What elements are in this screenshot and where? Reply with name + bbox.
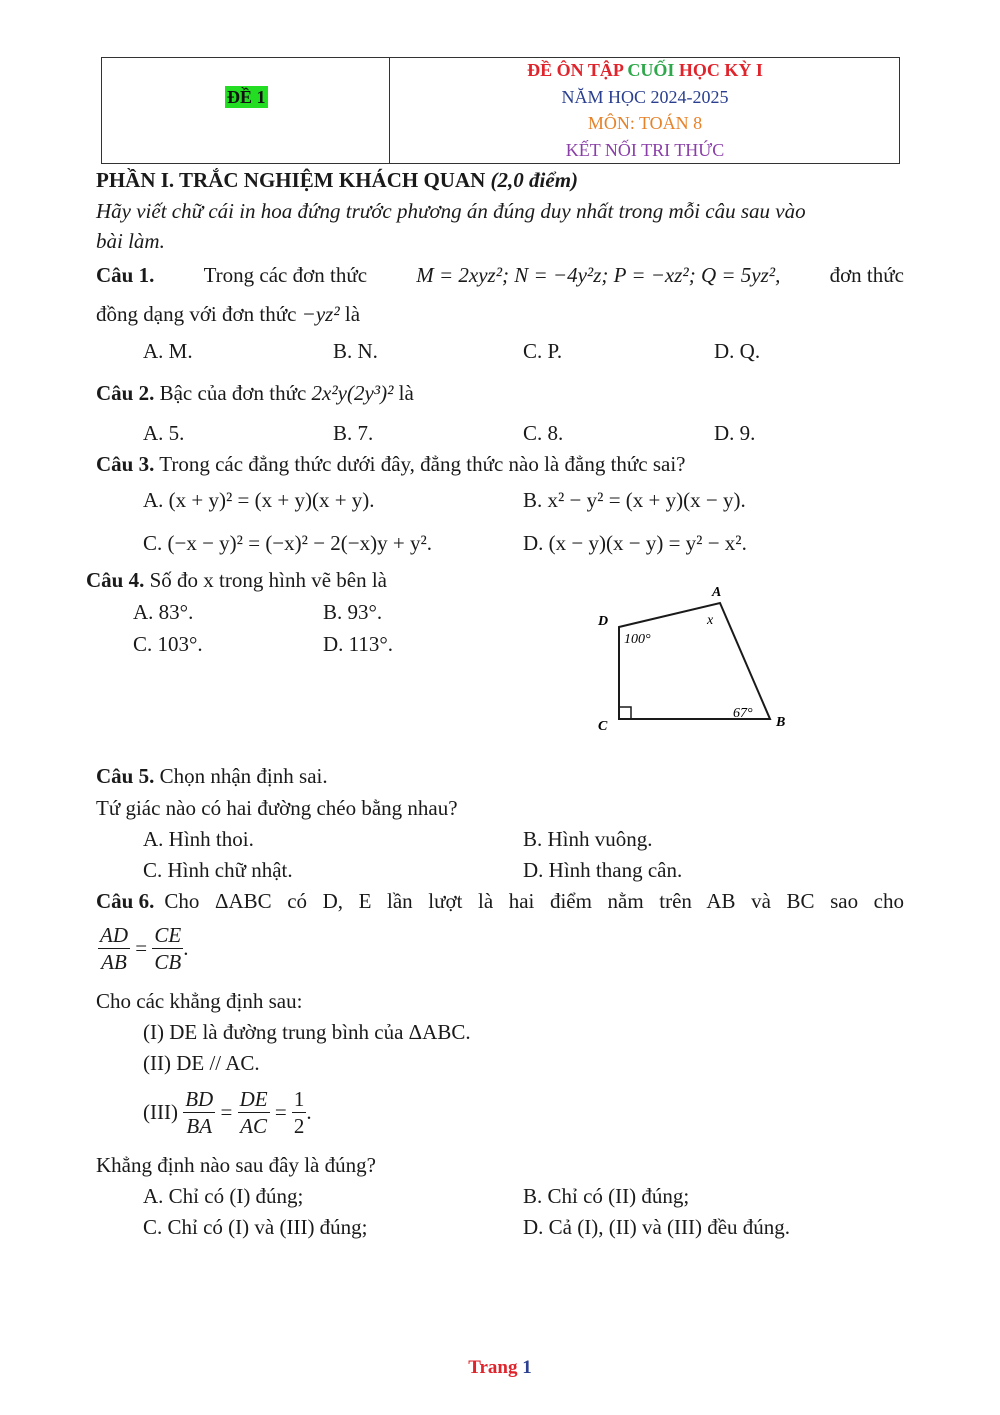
q6-label: Câu 6. bbox=[96, 889, 155, 913]
title-part2: CUỐI bbox=[627, 60, 675, 80]
book-series: KẾT NỐI TRI THỨC bbox=[565, 140, 725, 160]
vertex-b: B bbox=[776, 715, 786, 730]
q6-c3-frac1-den: BA bbox=[186, 1114, 213, 1138]
equals-sign: = bbox=[274, 1100, 287, 1124]
q6-c3-frac3-num: 1 bbox=[293, 1087, 305, 1111]
q6-frac2-num: CE bbox=[154, 923, 182, 947]
period: . bbox=[306, 1100, 312, 1124]
q4-option-d: D. 113°. bbox=[323, 632, 394, 656]
q6-claim3 bbox=[143, 1086, 312, 1139]
page-footer bbox=[0, 1357, 1000, 1379]
q2-option-d: D. 9. bbox=[714, 421, 756, 445]
subject: MÔN: TOÁN 8 bbox=[587, 113, 703, 133]
q6-text: Cho ΔABC có D, E lần lượt là hai điểm nằm trên AB và BC sao cho bbox=[164, 889, 904, 913]
q3-option-a: A. (x + y)² = (x + y)(x + y). bbox=[143, 488, 375, 512]
q2-end: là bbox=[398, 381, 414, 405]
q6-ratio bbox=[98, 922, 188, 975]
q6-line bbox=[96, 889, 904, 914]
section-title-text: PHẦN I. TRẮC NGHIỆM KHÁCH QUAN bbox=[96, 168, 486, 192]
q6-question: Khẳng định nào sau đây là đúng? bbox=[96, 1153, 376, 1177]
q6-c3-frac3-den: 2 bbox=[293, 1114, 305, 1138]
instruction-line2: bài làm. bbox=[96, 229, 165, 253]
vertex-a: A bbox=[712, 585, 722, 600]
quadrilateral-shape bbox=[619, 603, 770, 719]
q1-line2-end: là bbox=[344, 302, 361, 326]
equals-sign: = bbox=[220, 1100, 233, 1124]
q1-line1 bbox=[96, 263, 904, 288]
q2-option-a: A. 5. bbox=[143, 421, 185, 445]
page-number: 1 bbox=[522, 1357, 532, 1378]
q6-c3-frac2-num: DE bbox=[239, 1087, 268, 1111]
exam-label: ĐỀ 1 bbox=[227, 87, 266, 107]
school-year: NĂM HỌC 2024-2025 bbox=[561, 87, 729, 107]
q4-label: Câu 4. bbox=[86, 568, 145, 592]
q6-option-c: C. Chỉ có (I) và (III) đúng; bbox=[143, 1215, 368, 1239]
q2-option-c: C. 8. bbox=[523, 421, 564, 445]
angle-d-label: 100° bbox=[624, 632, 651, 647]
q6-c3-frac1 bbox=[183, 1086, 215, 1139]
q4-text: Số đo x trong hình vẽ bên là bbox=[149, 568, 387, 592]
q1-text-after: đơn thức bbox=[829, 263, 904, 287]
q1-option-b: B. N. bbox=[333, 339, 378, 363]
q3-line bbox=[96, 452, 686, 477]
q5-line2: Tứ giác nào có hai đường chéo bằng nhau? bbox=[96, 796, 458, 820]
q1-formula: M = 2xyz²; N = −4y²z; P = −xz²; Q = 5yz², bbox=[416, 263, 781, 287]
q3-label: Câu 3. bbox=[96, 452, 155, 476]
equals-sign: = bbox=[135, 936, 148, 960]
q1-line2 bbox=[96, 302, 360, 327]
q1-text-before: Trong các đơn thức bbox=[203, 263, 368, 287]
period: . bbox=[183, 936, 189, 960]
quadrilateral-figure bbox=[590, 578, 800, 738]
q6-intro: Cho các khẳng định sau: bbox=[96, 989, 303, 1013]
q3-option-b: B. x² − y² = (x + y)(x − y). bbox=[523, 488, 746, 512]
q5-option-d: D. Hình thang cân. bbox=[523, 858, 683, 882]
q6-c3-frac2-den: AC bbox=[240, 1114, 267, 1138]
section-title bbox=[96, 168, 578, 193]
q6-c3-frac1-num: BD bbox=[185, 1087, 214, 1111]
q6-c3-frac2 bbox=[238, 1086, 270, 1139]
q2-line bbox=[96, 381, 414, 406]
q6-frac1-num: AD bbox=[100, 923, 128, 947]
section-points: (2,0 điểm) bbox=[490, 168, 579, 192]
q6-option-b: B. Chỉ có (II) đúng; bbox=[523, 1184, 690, 1208]
q2-label: Câu 2. bbox=[96, 381, 155, 405]
instruction-line1: Hãy viết chữ cái in hoa đứng trước phương án đúng duy nhất trong mỗi câu sau vào bbox=[96, 199, 806, 223]
q6-option-d: D. Cả (I), (II) và (III) đều đúng. bbox=[523, 1215, 791, 1239]
q2-option-b: B. 7. bbox=[333, 421, 374, 445]
q6-frac1-den: AB bbox=[101, 950, 127, 974]
q6-claim1: (I) DE là đường trung bình của ΔABC. bbox=[143, 1020, 471, 1044]
q1-label: Câu 1. bbox=[96, 263, 155, 287]
q1-option-a: A. M. bbox=[143, 339, 193, 363]
q3-text: Trong các đẳng thức dưới đây, đẳng thức nào là đẳng thức sai? bbox=[159, 452, 686, 476]
q5-text: Chọn nhận định sai. bbox=[159, 764, 328, 788]
q6-frac2-den: CB bbox=[154, 950, 182, 974]
q2-text: Bậc của đơn thức bbox=[159, 381, 307, 405]
angle-b-label: 67° bbox=[733, 706, 753, 721]
q6-claim3-label: (III) bbox=[143, 1100, 178, 1124]
q5-line bbox=[96, 764, 328, 789]
q4-option-a: A. 83°. bbox=[133, 600, 194, 624]
q4-option-c: C. 103°. bbox=[133, 632, 203, 656]
q5-label: Câu 5. bbox=[96, 764, 155, 788]
q5-option-a: A. Hình thoi. bbox=[143, 827, 254, 851]
q3-option-c: C. (−x − y)² = (−x)² − 2(−x)y + y². bbox=[143, 531, 433, 555]
title-part3: HỌC KỲ I bbox=[674, 60, 763, 80]
vertex-d: D bbox=[598, 614, 609, 629]
q6-option-a: A. Chỉ có (I) đúng; bbox=[143, 1184, 304, 1208]
q1-line2-text: đồng dạng với đơn thức bbox=[96, 302, 297, 326]
page-word: Trang bbox=[468, 1357, 518, 1378]
q6-frac2 bbox=[152, 922, 183, 975]
q6-claim2: (II) DE // AC. bbox=[143, 1051, 260, 1075]
title-part1: ĐỀ ÔN TẬP bbox=[527, 60, 628, 80]
q2-formula: 2x²y(2y³)² bbox=[311, 381, 394, 405]
q5-option-b: B. Hình vuông. bbox=[523, 827, 653, 851]
q4-option-b: B. 93°. bbox=[323, 600, 383, 624]
angle-x-label: x bbox=[707, 613, 714, 628]
q6-c3-frac3 bbox=[292, 1086, 307, 1139]
exam-title bbox=[390, 59, 900, 81]
right-angle-mark bbox=[619, 707, 631, 719]
vertex-c: C bbox=[598, 719, 608, 734]
q1-option-c: C. P. bbox=[523, 339, 563, 363]
q4-line bbox=[86, 568, 387, 593]
q1-option-d: D. Q. bbox=[714, 339, 761, 363]
q5-option-c: C. Hình chữ nhật. bbox=[143, 858, 293, 882]
q3-option-d: D. (x − y)(x − y) = y² − x². bbox=[523, 531, 747, 555]
q1-line2-formula: −yz² bbox=[301, 302, 340, 326]
q6-frac1 bbox=[98, 922, 130, 975]
